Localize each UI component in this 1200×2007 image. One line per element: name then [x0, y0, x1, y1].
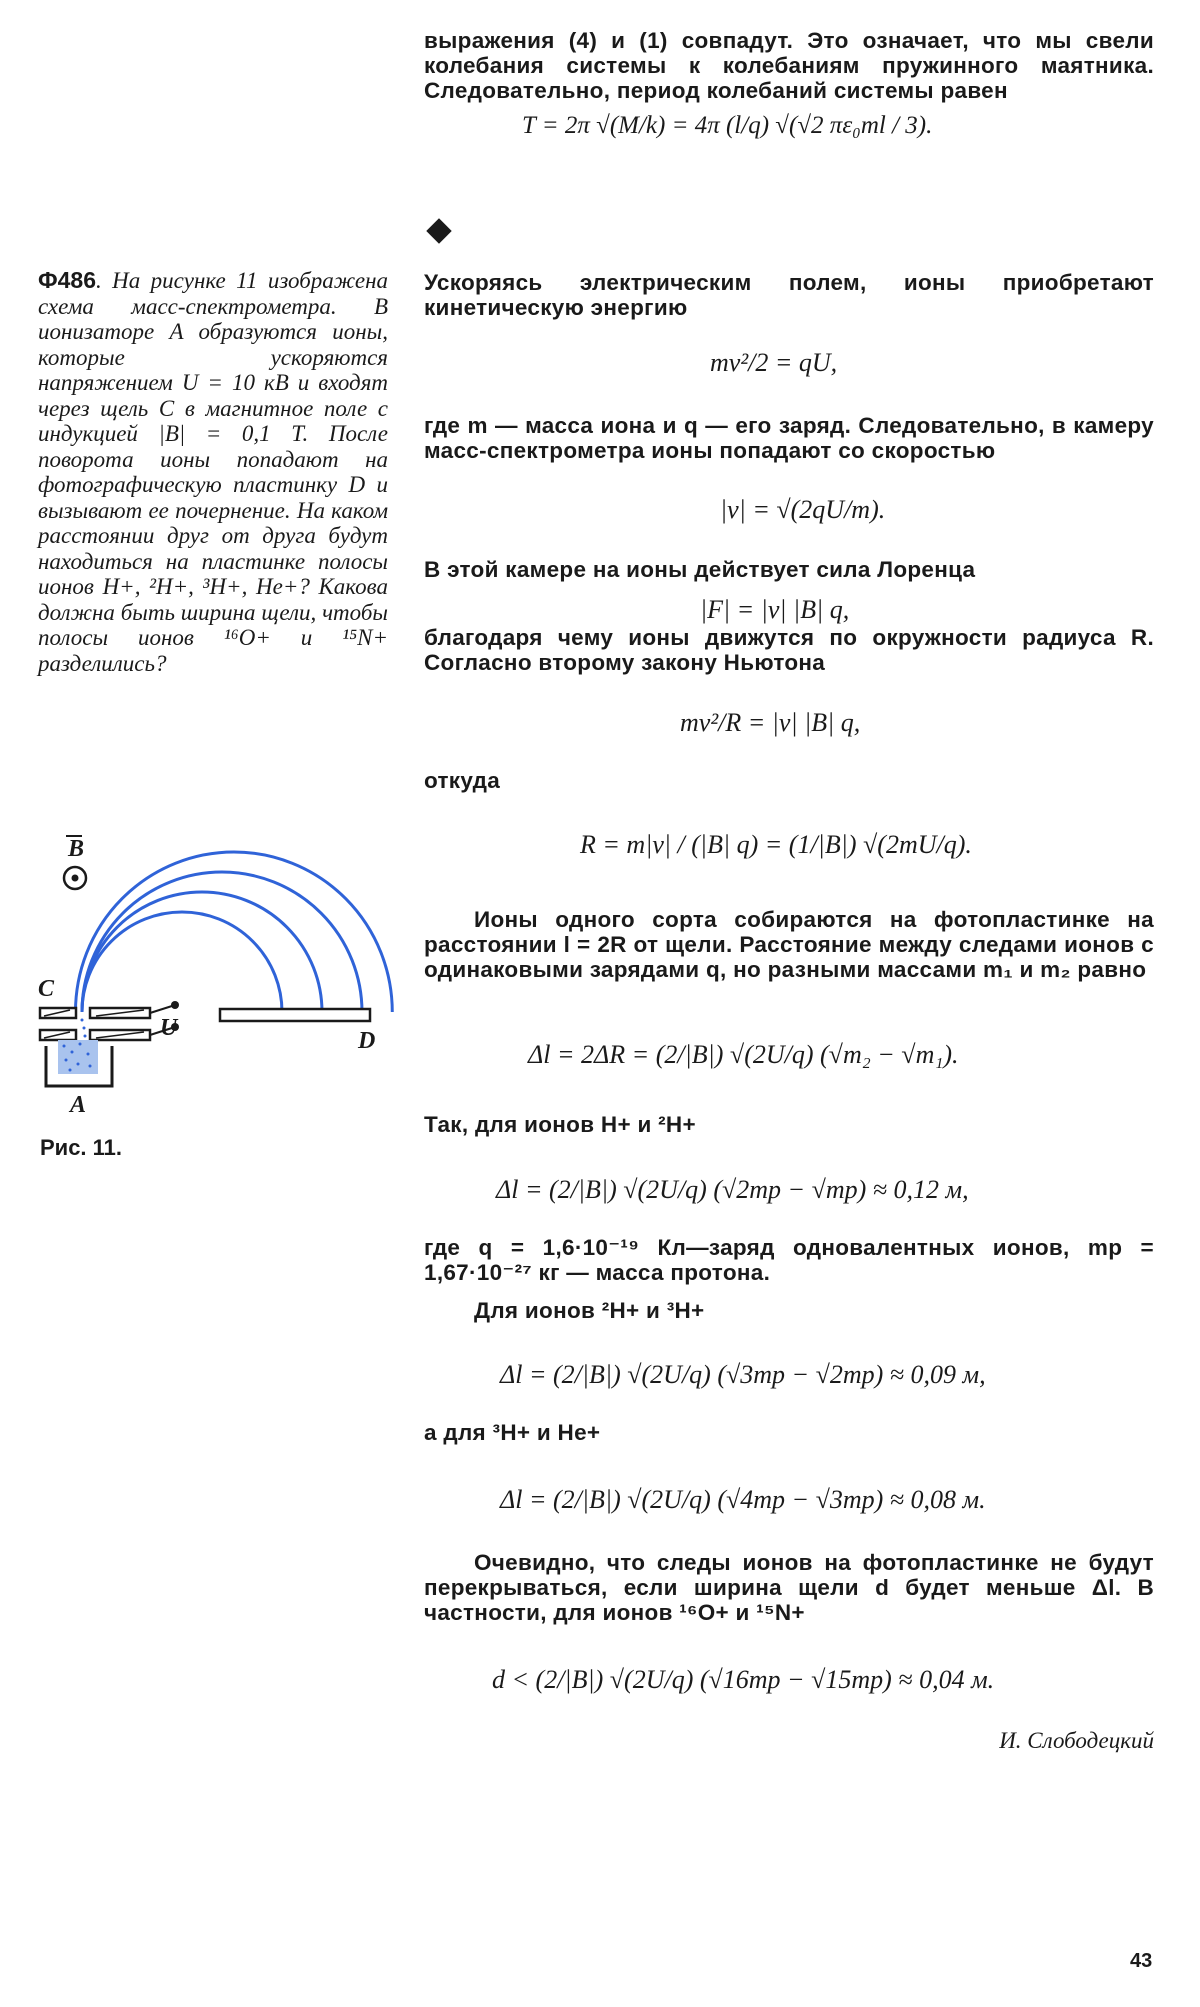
- solution-p9-block: [424, 1298, 1154, 1323]
- formula-slit-width: d < (2/|B|) √(2U/q) (√16mp − √15mp) ≈ 0,04 м.: [492, 1665, 995, 1694]
- formula-delta-2h-3h: Δl = (2/|B|) √(2U/q) (√3mp − √2mp) ≈ 0,09 м,: [500, 1360, 986, 1389]
- intro-paragraph: [424, 28, 1154, 103]
- formula-delta-general: Δl = 2ΔR = (2/|B|) √(2U/q) (√m₂ − √m₁).: [528, 1040, 959, 1069]
- solution-p8: где q = 1,6·10⁻¹⁹ Кл—заряд одновалентных ионов, mp = 1,67·10⁻²⁷ кг — масса протона.: [424, 1235, 1154, 1285]
- solution-p2-block: [424, 413, 1154, 463]
- solution-p11-block: [424, 1550, 1154, 1625]
- period-formula: [522, 110, 932, 140]
- trajectory-arc: [82, 892, 322, 1012]
- solution-p1: Ускоряясь электрическим полем, ионы приобретают кинетическую энергию: [424, 270, 1154, 320]
- solution-p3: В этой камере на ионы действует сила Лоренца: [424, 557, 976, 582]
- formula-delta-3h-he: Δl = (2/|B|) √(2U/q) (√4mp − √3mp) ≈ 0,08 м.: [500, 1485, 986, 1514]
- solution-p4-block: [424, 625, 1154, 675]
- solution-p7-block: [424, 1112, 1154, 1137]
- solution-p9: Для ионов ²H+ и ³H+: [474, 1298, 705, 1323]
- photo-plate: [220, 1009, 370, 1021]
- formula-lorentz: |F| = |v| |B| q,: [700, 595, 850, 624]
- solution-p6-block: [424, 907, 1154, 982]
- solution-p5: откуда: [424, 768, 501, 793]
- ionizer: [46, 1019, 112, 1087]
- figure-label-a: A: [70, 1092, 87, 1118]
- section-diamond-icon: [426, 218, 451, 243]
- formula-delta-h-2h: Δl = (2/|B|) √(2U/q) (√2mp − √mp) ≈ 0,12 м,: [496, 1175, 969, 1204]
- problem-id: Ф486: [38, 267, 97, 293]
- figure-label-u: U: [160, 1015, 178, 1041]
- solution-p2: где m — масса иона и q — его заряд. Следовательно, в камеру масс-спектрометра ионы попадают со скоростью: [424, 413, 1154, 463]
- page-number: 43: [1130, 1950, 1153, 1972]
- solution-p11: Очевидно, что следы ионов на фотопластинке не будут перекрываться, если ширина щели d будет меньше Δl. В частности, для ионов ¹⁶O+ и ¹⁵N+: [424, 1550, 1154, 1625]
- solution-p1-block: [424, 270, 1154, 320]
- mass-spectrometer-figure: [30, 830, 400, 1120]
- solution-p10-block: [424, 1420, 1154, 1445]
- period-formula-text: T = 2π √(M/k) = 4π (l/q) √(√2 πε₀ml / 3).: [522, 112, 933, 139]
- accelerating-plates: [40, 1001, 179, 1040]
- figure-label-b: B: [68, 836, 85, 862]
- solution-p7: Так, для ионов H+ и ²H+: [424, 1112, 696, 1137]
- formula-radius: R = m|v| / (|B| q) = (1/|B|) √(2mU/q).: [580, 830, 972, 859]
- ion-trajectories: [75, 852, 392, 1012]
- figure-label-d: D: [358, 1028, 376, 1054]
- figure-label-c: C: [38, 976, 55, 1002]
- solution-p4: благодаря чему ионы движутся по окружности радиуса R. Согласно второму закону Ньютона: [424, 625, 1154, 675]
- figure-caption: Рис. 11.: [40, 1135, 123, 1160]
- problem-text: . На рисунке 11 изображена схема масс-спектрометра. В ионизаторе A образуются ионы, которые ускоряются напряжением U = 10 кВ и входят через щель C в магнитное поле с индукцией |B| = 0,1 Т. После поворота ионы попадают на фотографическую пластинку D и вызывают ее почернение. На каком расстоянии друг от друга будут находиться на пластинке полосы ионов H+, ²H+, ³H+, He+? Какова должна быть ширина щели, чтобы полосы ионов ¹⁶O+ и ¹⁵N+ разделились?: [38, 268, 388, 676]
- solution-p8-block: [424, 1235, 1154, 1285]
- problem-statement: [38, 268, 388, 676]
- formula-velocity: |v| = √(2qU/m).: [720, 495, 886, 524]
- formula-newton: mv²/R = |v| |B| q,: [680, 708, 861, 737]
- formula-energy: mv²/2 = qU,: [710, 348, 838, 377]
- solution-p10: а для ³H+ и He+: [424, 1420, 601, 1445]
- author: И. Слободецкий: [999, 1728, 1154, 1753]
- intro-text: выражения (4) и (1) совпадут. Это означает, что мы свели колебания системы к колебаниям пружинного маятника. Следовательно, период колебаний системы равен: [424, 28, 1154, 103]
- solution-p6: Ионы одного сорта собираются на фотопластинке на расстоянии l = 2R от щели. Расстояние между следами ионов с одинаковыми зарядами q, но разными массами m₁ и m₂ равно: [424, 907, 1154, 982]
- solution-p3-block: [424, 557, 1154, 582]
- solution-p5-block: [424, 768, 1154, 793]
